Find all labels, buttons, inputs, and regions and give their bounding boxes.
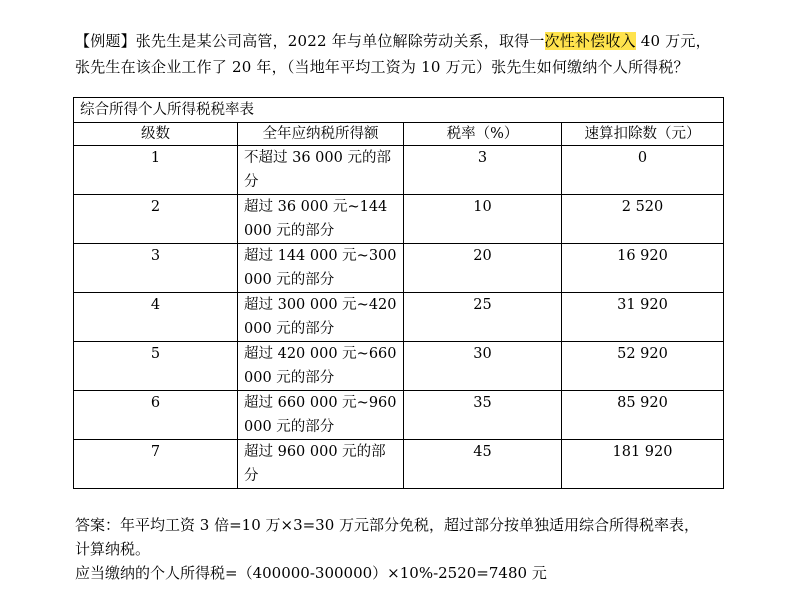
cell-deduction: 85 920 — [562, 391, 724, 440]
question-line1-suffix: 40 万元， — [635, 32, 711, 50]
cell-range: 超过 420 000 元~660 000 元的部分 — [238, 342, 404, 391]
header-income-range: 全年应纳税所得额 — [238, 123, 404, 146]
question-line-1 — [75, 28, 735, 54]
cell-deduction: 2 520 — [562, 195, 724, 244]
cell-rate: 20 — [404, 244, 562, 293]
cell-rate: 35 — [404, 391, 562, 440]
cell-deduction: 31 920 — [562, 293, 724, 342]
table-caption: 综合所得个人所得税税率表 — [74, 98, 724, 123]
cell-deduction: 52 920 — [562, 342, 724, 391]
cell-rate: 3 — [404, 146, 562, 195]
header-level: 级数 — [74, 123, 238, 146]
table-row — [74, 391, 724, 440]
cell-level: 6 — [74, 391, 238, 440]
cell-level: 3 — [74, 244, 238, 293]
cell-rate: 45 — [404, 440, 562, 489]
cell-deduction: 181 920 — [562, 440, 724, 489]
cell-level: 4 — [74, 293, 238, 342]
table-row — [74, 195, 724, 244]
answer-line-3: 应当缴纳的个人所得税=（400000-300000）×10%-2520=7480 元 — [75, 564, 547, 582]
cell-level: 7 — [74, 440, 238, 489]
table-header-row — [74, 123, 724, 146]
question-text — [75, 28, 735, 80]
table-row — [74, 342, 724, 391]
cell-rate: 25 — [404, 293, 562, 342]
cell-range: 超过 300 000 元~420 000 元的部分 — [238, 293, 404, 342]
cell-rate: 30 — [404, 342, 562, 391]
cell-rate: 10 — [404, 195, 562, 244]
answer-line-2: 计算纳税。 — [75, 540, 151, 558]
cell-deduction: 16 920 — [562, 244, 724, 293]
cell-range: 超过 144 000 元~300 000 元的部分 — [238, 244, 404, 293]
header-quick-deduction: 速算扣除数（元） — [562, 123, 724, 146]
question-line-2: 张先生在该企业工作了 20 年，（当地年平均工资为 10 万元）张先生如何缴纳个人所得税？ — [75, 58, 689, 76]
question-prefix: 【例题】张先生是某公司高管，2022 年与单位解除劳动关系，取得一 — [75, 32, 545, 50]
cell-level: 5 — [74, 342, 238, 391]
cell-range: 超过 36 000 元~144 000 元的部分 — [238, 195, 404, 244]
cell-range: 超过 660 000 元~960 000 元的部分 — [238, 391, 404, 440]
header-tax-rate: 税率（%） — [404, 123, 562, 146]
table-row — [74, 146, 724, 195]
cell-range: 不超过 36 000 元的部分 — [238, 146, 404, 195]
cell-range: 超过 960 000 元的部分 — [238, 440, 404, 489]
table-row — [74, 244, 724, 293]
tax-rate-table — [73, 97, 724, 489]
cell-level: 1 — [74, 146, 238, 195]
table-row — [74, 293, 724, 342]
answer-line-1: 答案：年平均工资 3 倍=10 万×3=30 万元部分免税，超过部分按单独适用综合所得税率表， — [75, 516, 700, 534]
highlighted-text: 次性补偿收入 — [544, 32, 636, 50]
cell-deduction: 0 — [562, 146, 724, 195]
cell-level: 2 — [74, 195, 238, 244]
table-row — [74, 440, 724, 489]
answer-text — [75, 513, 735, 585]
